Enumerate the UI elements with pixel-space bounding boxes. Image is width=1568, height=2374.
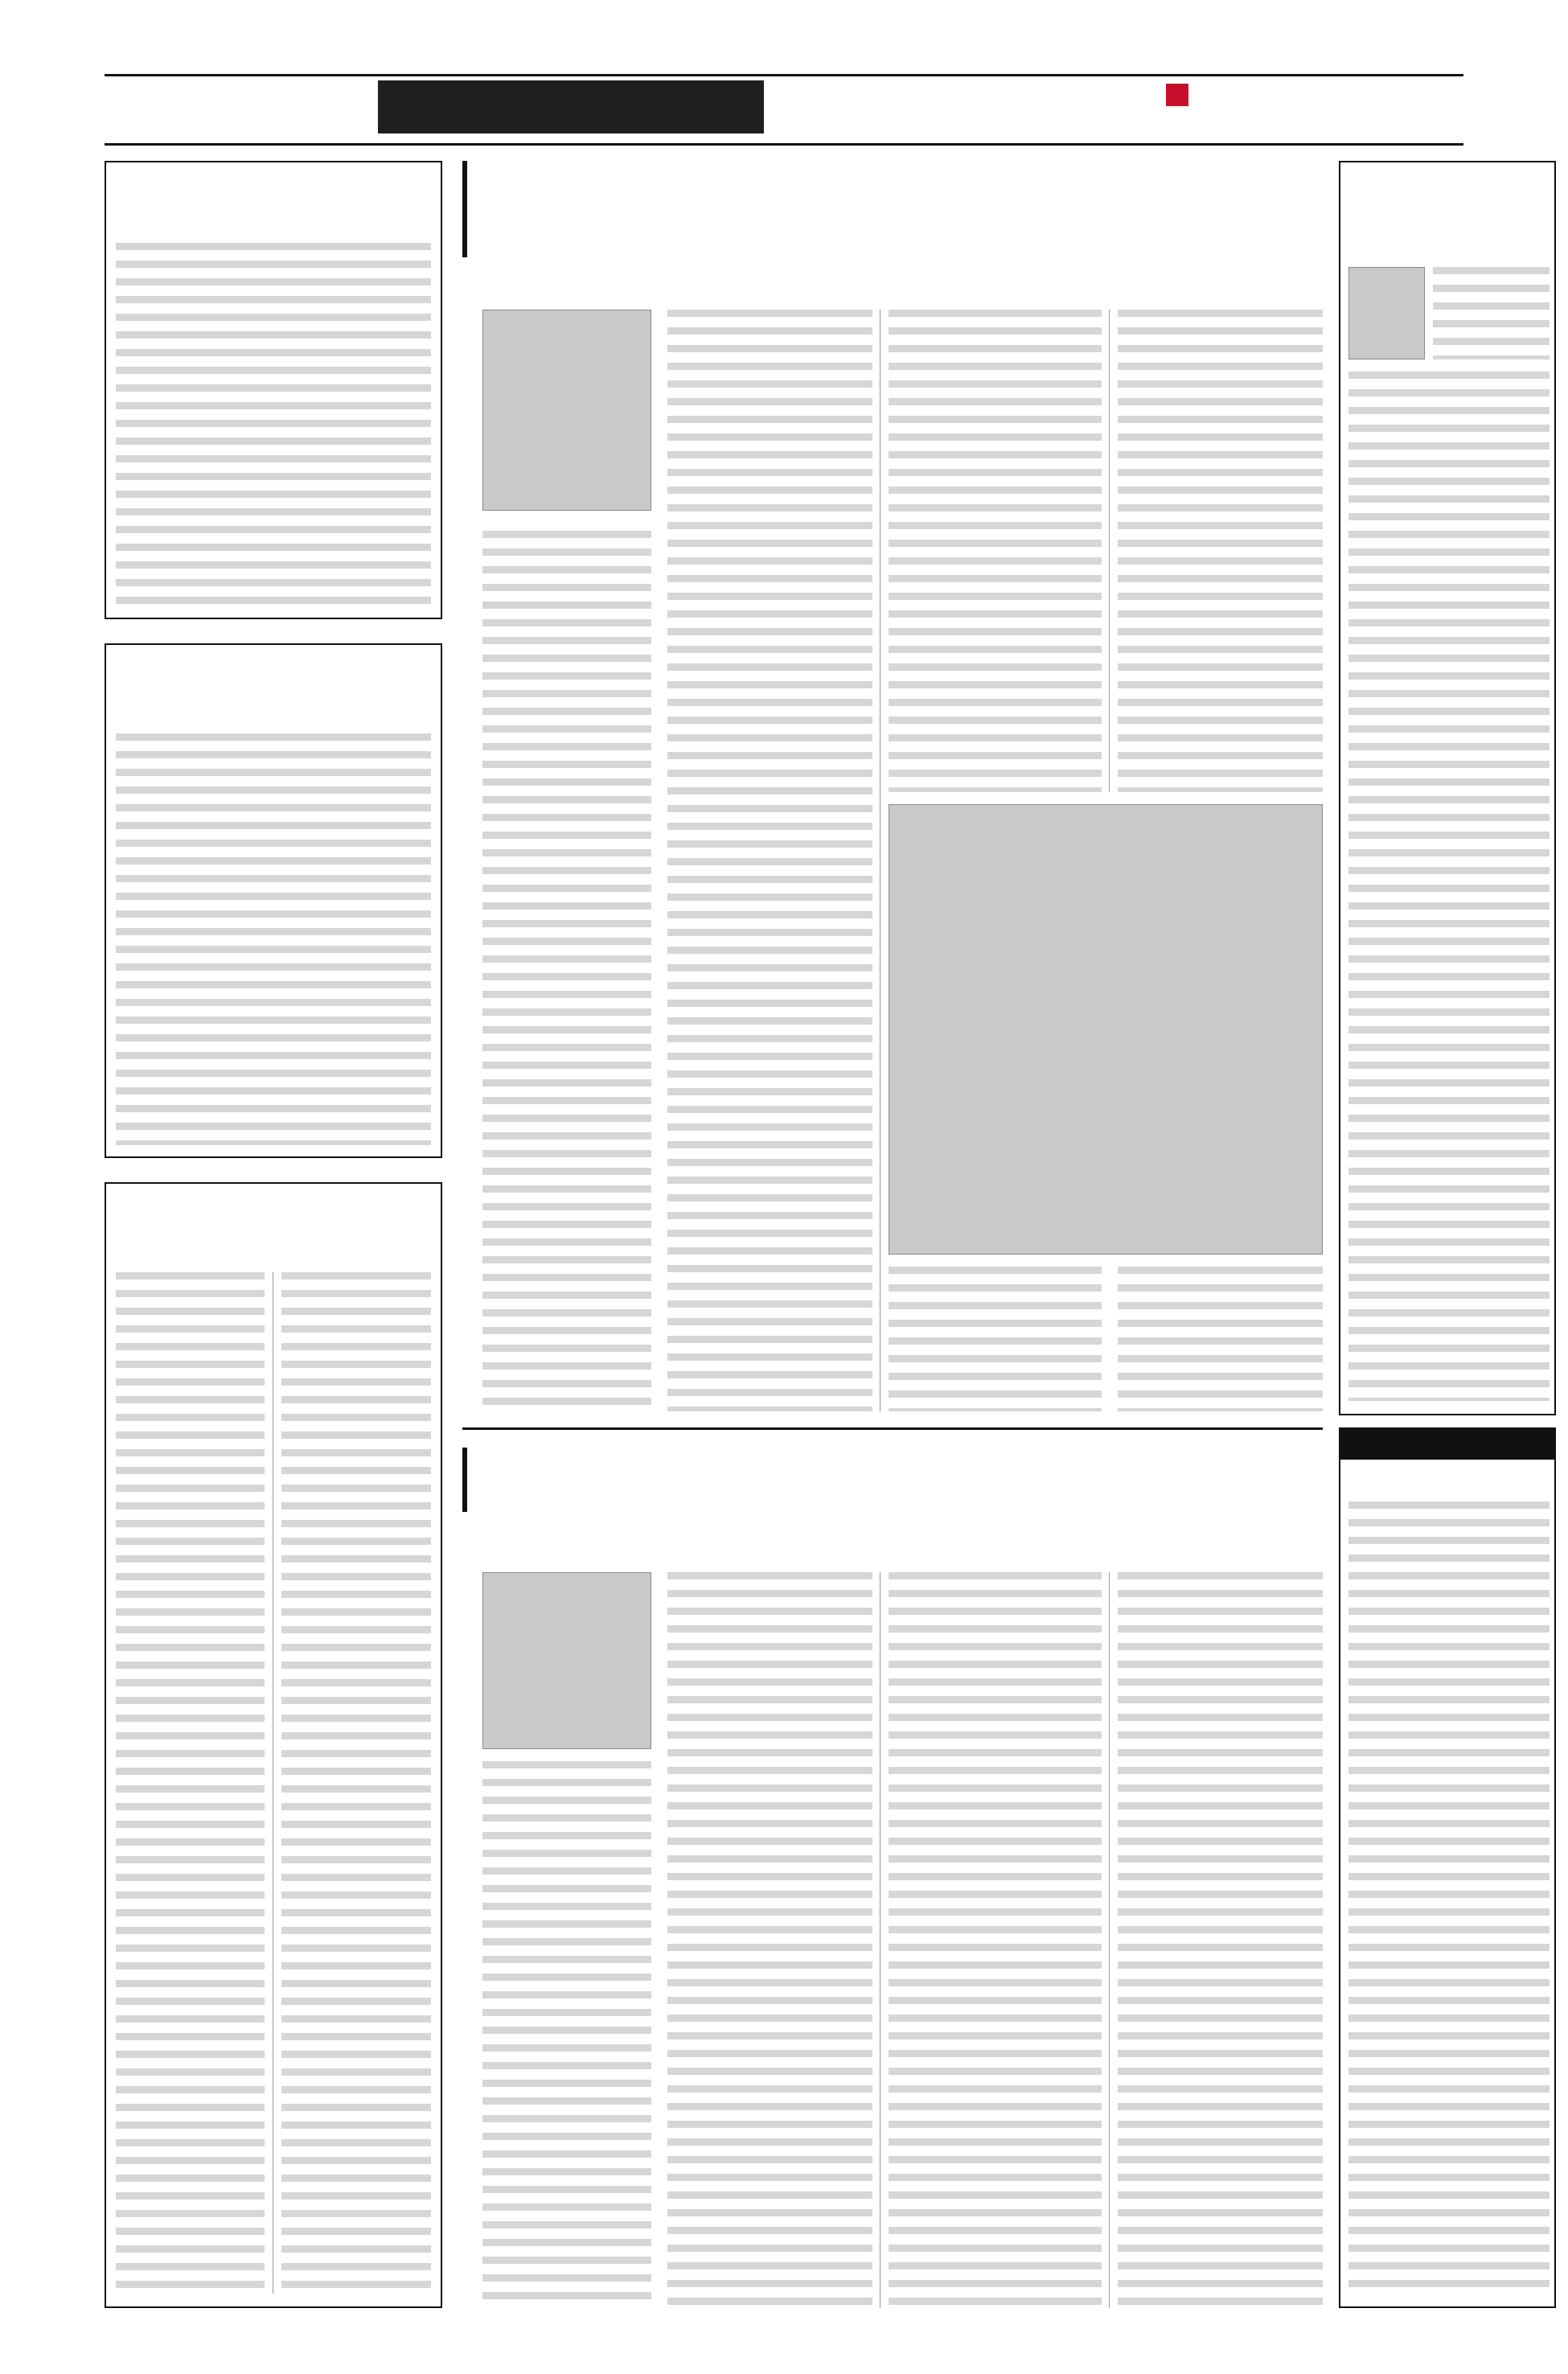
left-story-three-body-col-1 (116, 1272, 265, 2294)
left-story-three-box (105, 1182, 442, 2308)
lead-headline-area (478, 161, 1323, 257)
masthead-mark (1166, 84, 1188, 106)
right-story-two-box (1339, 1427, 1556, 2308)
lead-body-col-2 (889, 310, 1102, 792)
section-title (563, 80, 764, 133)
second-body-col-3 (1118, 1572, 1323, 2308)
lead-byline-area (478, 265, 800, 298)
second-headline-area (478, 1448, 1323, 1512)
lead-body-col-0 (482, 531, 651, 1411)
lead-divider-2 (1109, 310, 1110, 792)
header-top-rule (105, 74, 1463, 76)
header-bottom-rule (105, 143, 1463, 146)
right-story-one-box (1339, 161, 1556, 1415)
masthead (1190, 80, 1463, 133)
left-story-one-box (105, 161, 442, 619)
lead-body-col-1 (667, 310, 872, 1411)
lead-illustration (889, 804, 1323, 1255)
lead-author-photo (482, 310, 651, 511)
left-story-one-body (116, 243, 431, 606)
right-story-two-body (1348, 1501, 1550, 2294)
page-number (426, 80, 507, 133)
right-story-one-intro (1433, 267, 1550, 359)
second-author-photo (482, 1572, 651, 1749)
left-story-two-box (105, 643, 442, 1158)
second-body-col-0 (482, 1761, 651, 2308)
second-divider-2 (1109, 1572, 1110, 2308)
left-story-three-body-col-2 (281, 1272, 431, 2294)
lead-bottom-rule (462, 1427, 1323, 1430)
second-byline-area (478, 1524, 880, 1556)
second-body-col-2 (889, 1572, 1102, 2308)
right-story-one-body (1348, 372, 1550, 1401)
lead-headline-bar (462, 161, 467, 257)
lead-body-lower-col-2 (889, 1267, 1102, 1411)
right-story-one-photo (1348, 267, 1425, 359)
second-body-col-1 (667, 1572, 872, 2308)
second-headline-bar (462, 1448, 467, 1512)
lead-body-col-3 (1118, 310, 1323, 792)
left-story-two-body (116, 733, 431, 1145)
lead-body-lower-col-3 (1118, 1267, 1323, 1411)
right-story-two-label-band (1340, 1429, 1554, 1460)
